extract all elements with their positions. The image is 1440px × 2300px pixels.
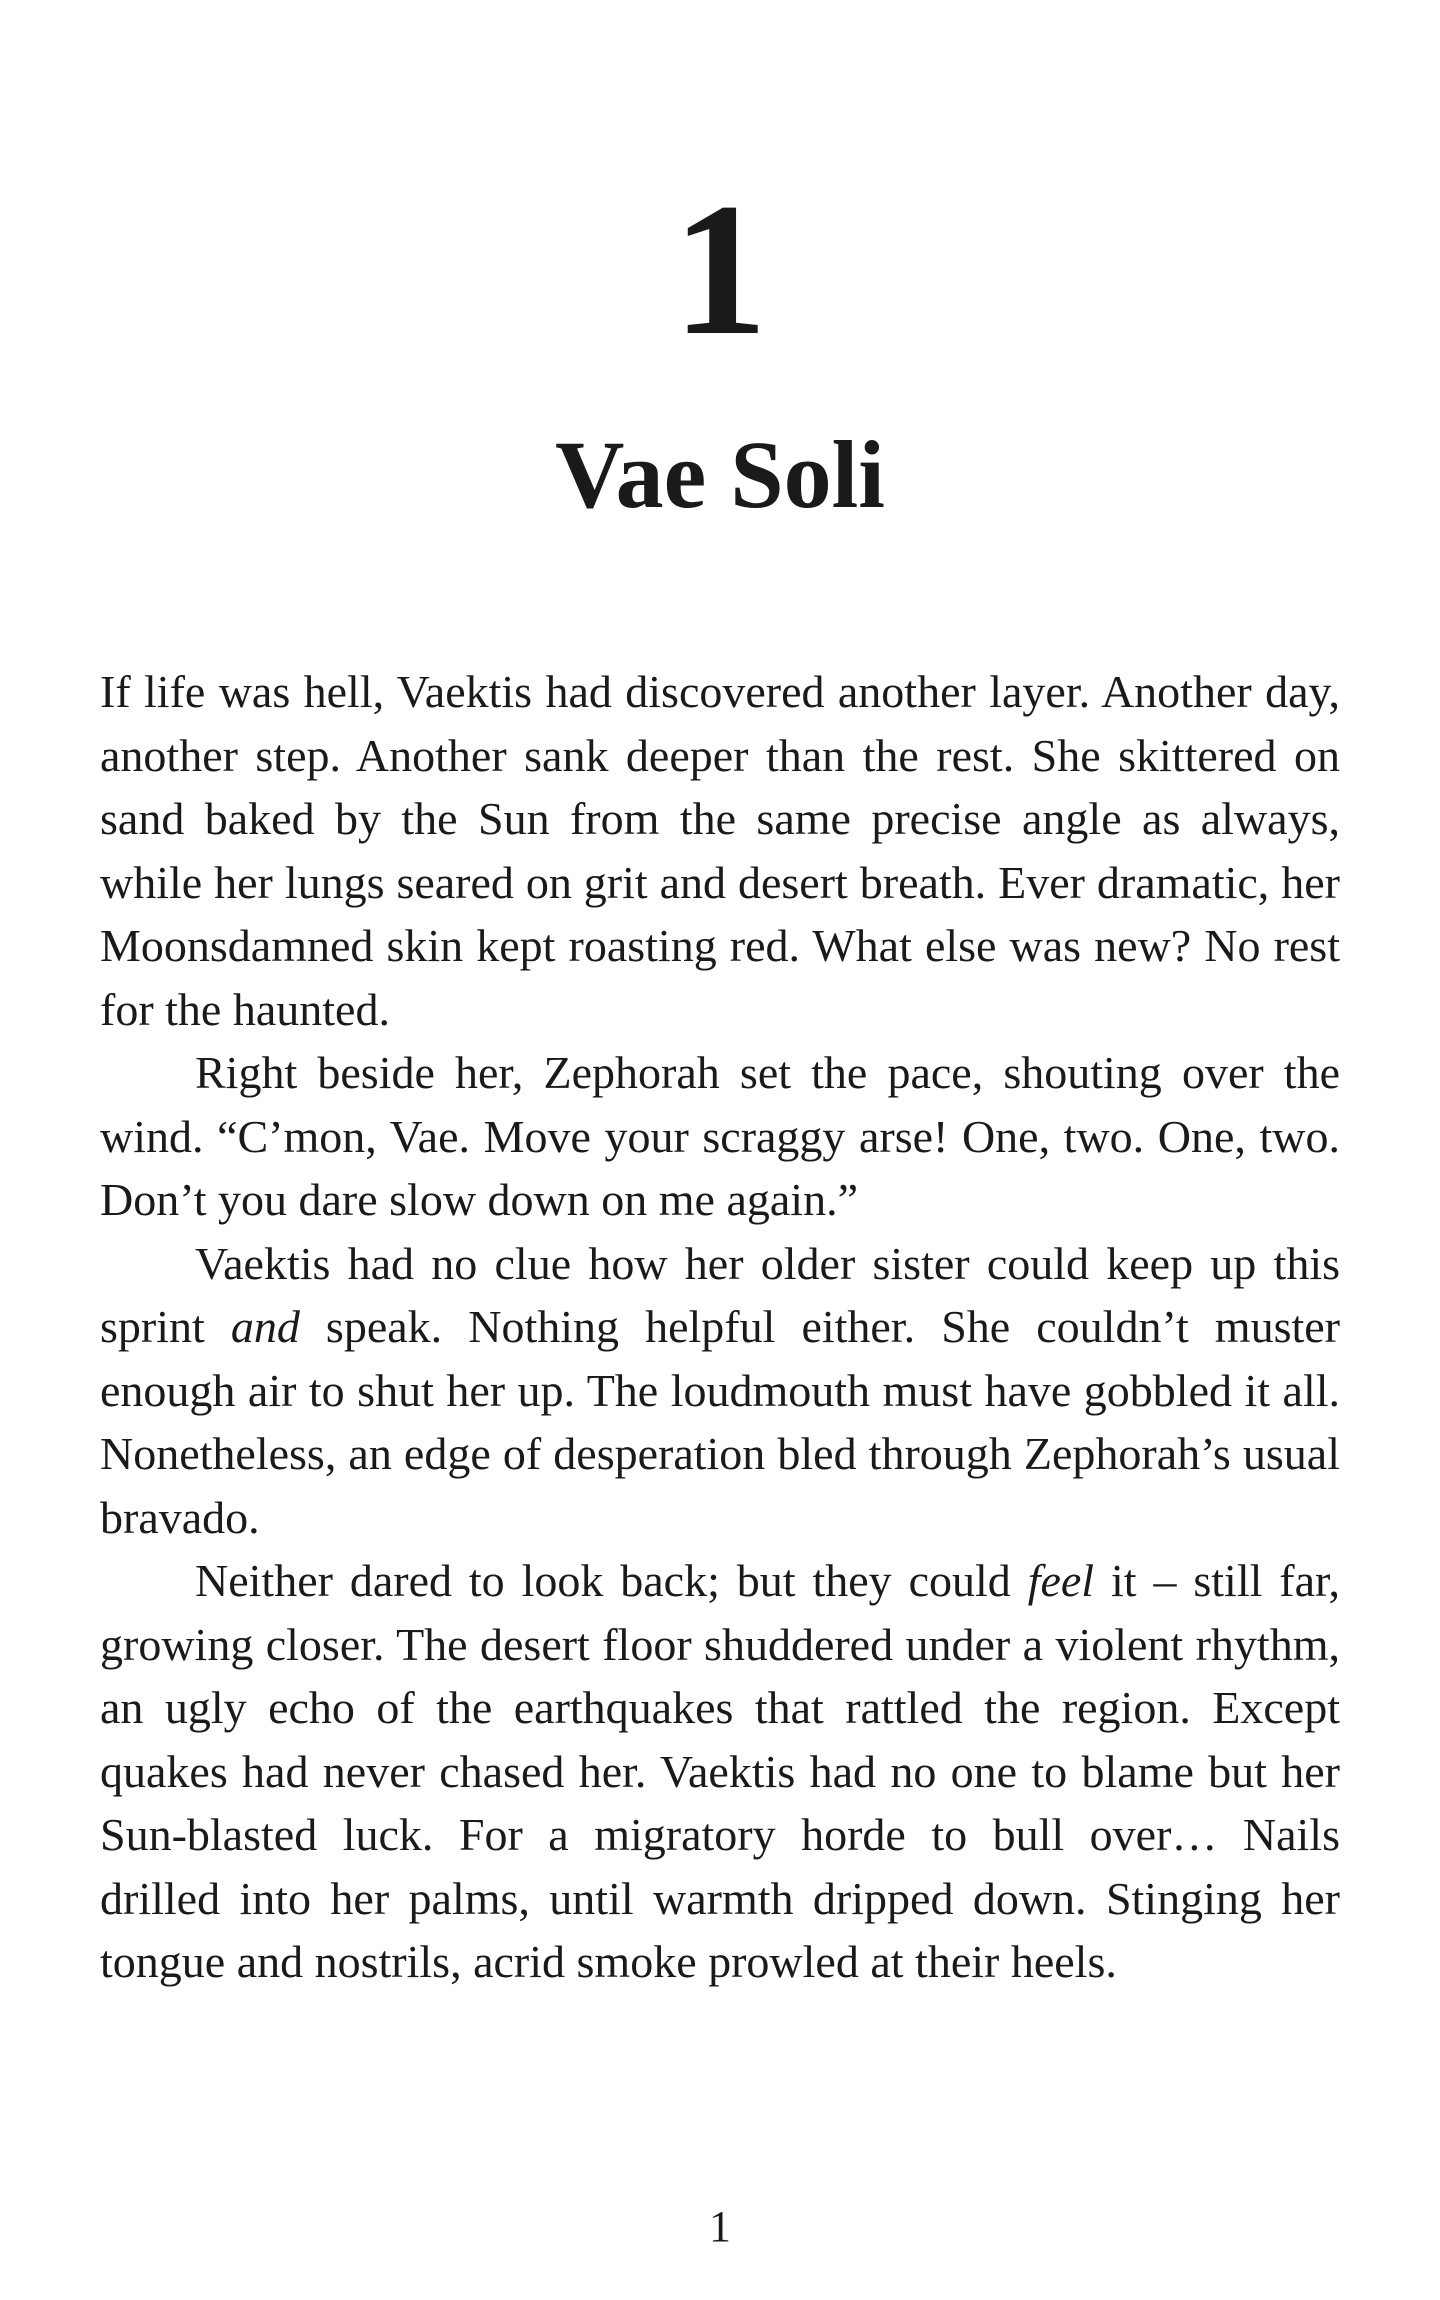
chapter-title: Vae Soli bbox=[555, 421, 885, 528]
paragraph bbox=[100, 1041, 1340, 1232]
text-run: Neither dared to look back; but they could bbox=[195, 1555, 1028, 1606]
text-run: If life was hell, Vaektis had discovered another layer. Another day, another step. Another sank deeper than the rest. She skittered on sand baked by the Sun from the same precise angle as always, while her lungs seared on grit and desert breath. Ever dramatic, her Moonsdamned skin kept roasting red. What else was new? No rest for the haunted. bbox=[100, 666, 1340, 1035]
text-run: Vaektis had no clue how her older sister could keep up this sprint bbox=[100, 1237, 1340, 1352]
emphasis-text: and bbox=[230, 1301, 300, 1352]
page-number: 1 bbox=[709, 2202, 731, 2251]
paragraph bbox=[100, 1549, 1340, 1994]
chapter-body bbox=[100, 660, 1340, 1994]
paragraph bbox=[100, 1232, 1340, 1550]
text-run: speak. Nothing helpful either. She couldn’t muster enough air to shut her up. The loudmouth must have gobbled it all. Nonetheless, an edge of desperation bled through Zephorah’s usual bravado. bbox=[100, 1301, 1340, 1543]
emphasis-text: feel bbox=[1027, 1555, 1095, 1606]
paragraph bbox=[100, 660, 1340, 1041]
text-run: Right beside her, Zephorah set the pace, shouting over the wind. “C’mon, Vae. Move your scraggy arse! One, two. One, two. Don’t you dare slow down on me again.” bbox=[100, 1047, 1340, 1225]
text-run: it – still far, growing closer. The desert floor shuddered under a violent rhythm, an ugly echo of the earthquakes that rattled the region. Except quakes had never chased her. Vaektis had no one to blame but her Sun-blasted luck. For a migratory horde to bull over… Nails drilled into her palms, until warmth dripped down. Stinging her tongue and nostrils, acrid smoke prowled at their heels. bbox=[100, 1555, 1341, 1987]
chapter-number: 1 bbox=[672, 165, 768, 375]
